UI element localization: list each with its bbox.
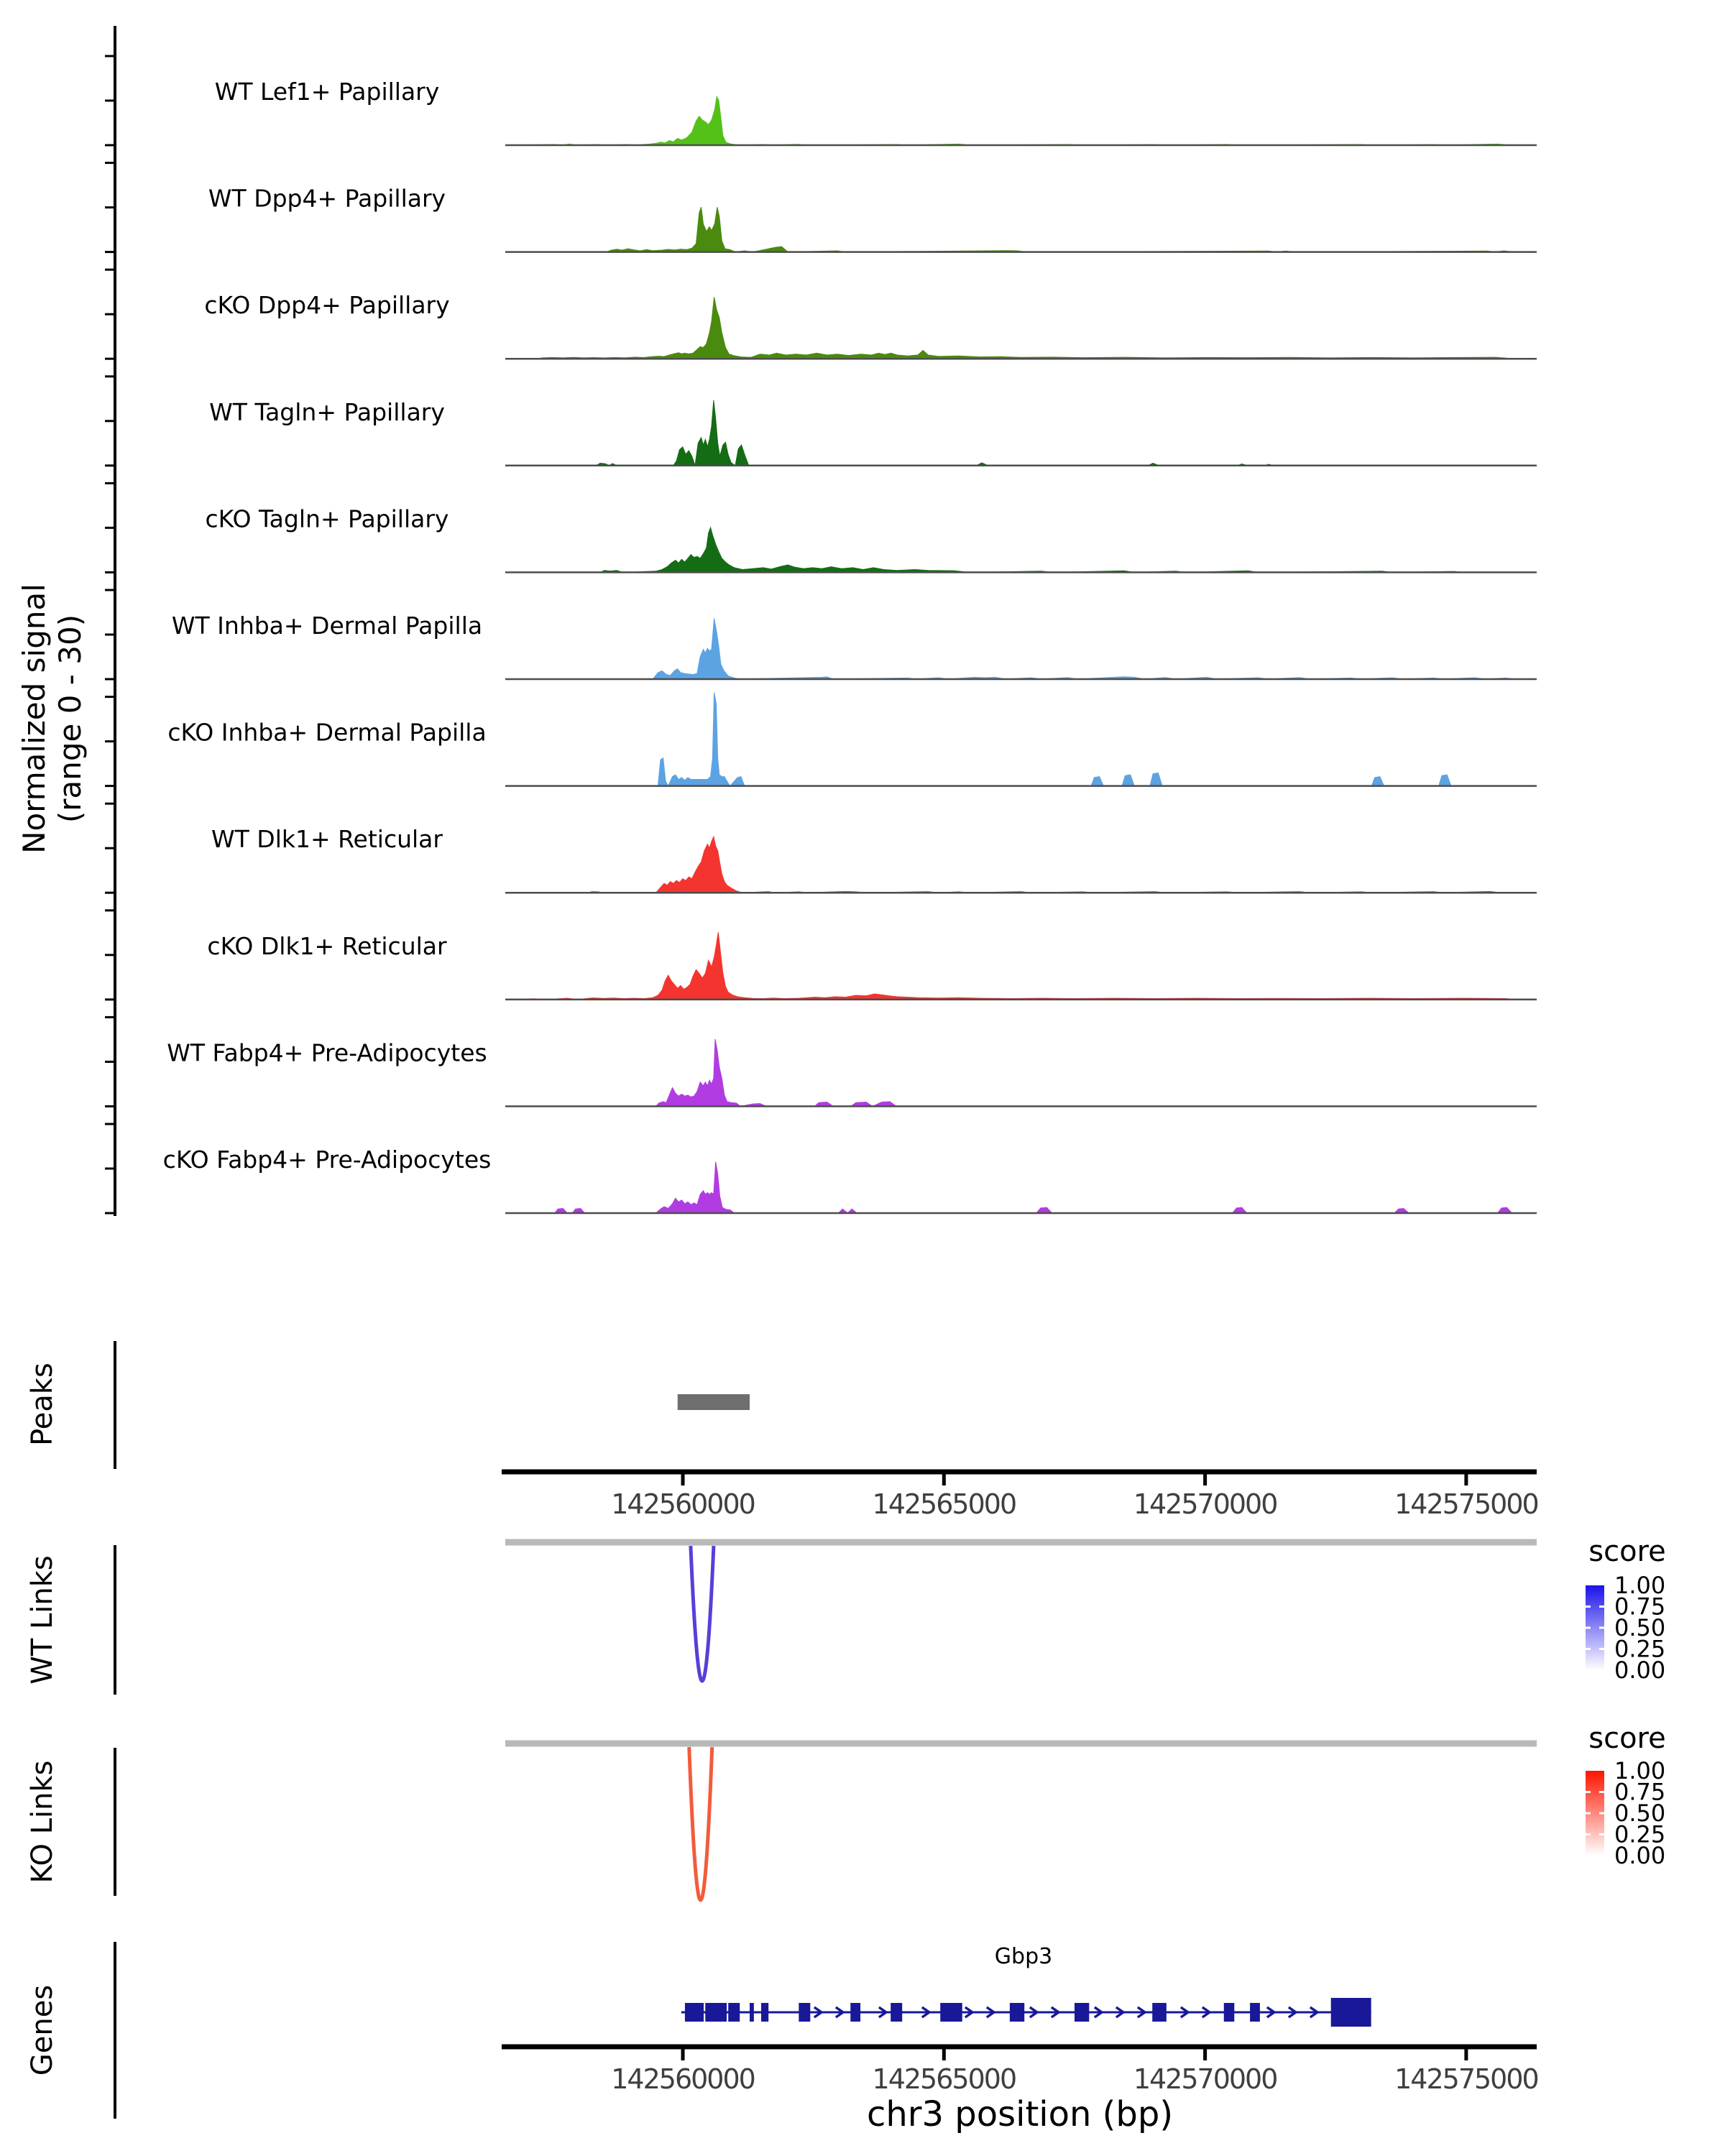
coverage-area: [505, 1162, 1537, 1214]
exon: [1224, 2003, 1235, 2022]
legend-tick-label: 1.00: [1614, 1572, 1666, 1599]
exon: [1152, 2003, 1167, 2022]
genes-panel-label: Genes: [26, 1984, 59, 2076]
track-label: WT Inhba+ Dermal Papilla: [171, 612, 483, 640]
track-label: cKO Inhba+ Dermal Papilla: [167, 718, 487, 747]
gene-name-label: Gbp3: [994, 1944, 1053, 1969]
y-axis-title-line1: Normalized signal: [17, 584, 52, 854]
ko-links-arcs: [505, 1743, 1537, 1900]
legend-tick-label: 0.25: [1614, 1635, 1666, 1663]
peak-interval-bars: [678, 1394, 750, 1410]
coverage-area: [505, 693, 1537, 786]
track-label: WT Tagln+ Papillary: [209, 397, 445, 426]
legend-tick-label: 1.00: [1614, 1757, 1666, 1784]
coverage-area: [505, 297, 1537, 359]
signal-tracks: [163, 78, 1537, 1213]
y-axis-title-line2: (range 0 - 30): [52, 614, 88, 824]
x-axis-tick-label: 142575000: [1394, 1488, 1538, 1520]
link-arc: [689, 1747, 712, 1900]
wt-links-panel-label: WT Links: [26, 1555, 59, 1685]
x-axis-top: [502, 1472, 1538, 1520]
ko-score-legend-title: score: [1588, 1722, 1666, 1755]
gene-model: [681, 1998, 1371, 2027]
legend-tick-label: 0.25: [1614, 1820, 1666, 1848]
coverage-area: [505, 932, 1537, 1000]
x-axis-bottom: [502, 2047, 1538, 2095]
coverage-area: [505, 528, 1537, 572]
exon: [1075, 2003, 1089, 2022]
x-axis-tick-label: 142565000: [872, 2063, 1016, 2095]
x-axis-tick-label: 142570000: [1133, 1488, 1277, 1520]
exon: [1010, 2003, 1024, 2022]
legend-tick-label: 0.75: [1614, 1778, 1666, 1806]
x-axis-tick-label: 142560000: [611, 2063, 755, 2095]
exon: [1250, 2003, 1260, 2022]
track-label: cKO Dpp4+ Papillary: [204, 291, 450, 320]
ko-links-panel-label: KO Links: [26, 1760, 59, 1884]
track-label: WT Lef1+ Papillary: [214, 78, 440, 106]
signal-y-axis-ticks: [105, 56, 115, 1213]
track-label: WT Dpp4+ Papillary: [208, 184, 446, 213]
track-label: cKO Dlk1+ Reticular: [207, 931, 447, 960]
exon: [761, 2003, 768, 2022]
exon: [850, 2003, 860, 2022]
terminal-exon: [1331, 1998, 1371, 2027]
x-axis-title: chr3 position (bp): [866, 2094, 1174, 2134]
x-axis-tick-label: 142570000: [1133, 2063, 1277, 2095]
coverage-area: [505, 207, 1537, 252]
exon: [728, 2003, 740, 2022]
legend-tick-label: 0.50: [1614, 1614, 1666, 1641]
coverage-area: [505, 1039, 1537, 1107]
track-label: cKO Tagln+ Papillary: [205, 505, 449, 533]
peaks-panel-label: Peaks: [26, 1363, 59, 1446]
coverage-area: [505, 96, 1537, 145]
track-label: cKO Fabp4+ Pre-Adipocytes: [162, 1146, 492, 1174]
x-axis-tick-label: 142560000: [611, 1488, 755, 1520]
wt-score-legend-title: score: [1588, 1535, 1666, 1568]
legend-tick-label: 0.75: [1614, 1593, 1666, 1621]
exon: [891, 2003, 902, 2022]
link-arc: [691, 1546, 714, 1681]
legend-tick-label: 0.00: [1614, 1842, 1666, 1869]
exon: [750, 2003, 754, 2022]
coverage-area: [505, 400, 1537, 466]
coverage-area: [505, 619, 1537, 680]
legend-tick-label: 0.50: [1614, 1800, 1666, 1827]
exon: [940, 2003, 962, 2022]
x-axis-tick-label: 142575000: [1394, 2063, 1538, 2095]
track-label: WT Dlk1+ Reticular: [211, 825, 443, 854]
x-axis-tick-label: 142565000: [872, 1488, 1016, 1520]
coverage-area: [505, 837, 1537, 893]
exon: [685, 2003, 704, 2022]
legend-tick-label: 0.00: [1614, 1657, 1666, 1684]
exon: [705, 2003, 727, 2022]
track-label: WT Fabp4+ Pre-Adipocytes: [167, 1038, 487, 1067]
exon: [799, 2003, 810, 2022]
wt-links-arcs: [505, 1542, 1537, 1681]
peak-bar: [678, 1394, 750, 1410]
